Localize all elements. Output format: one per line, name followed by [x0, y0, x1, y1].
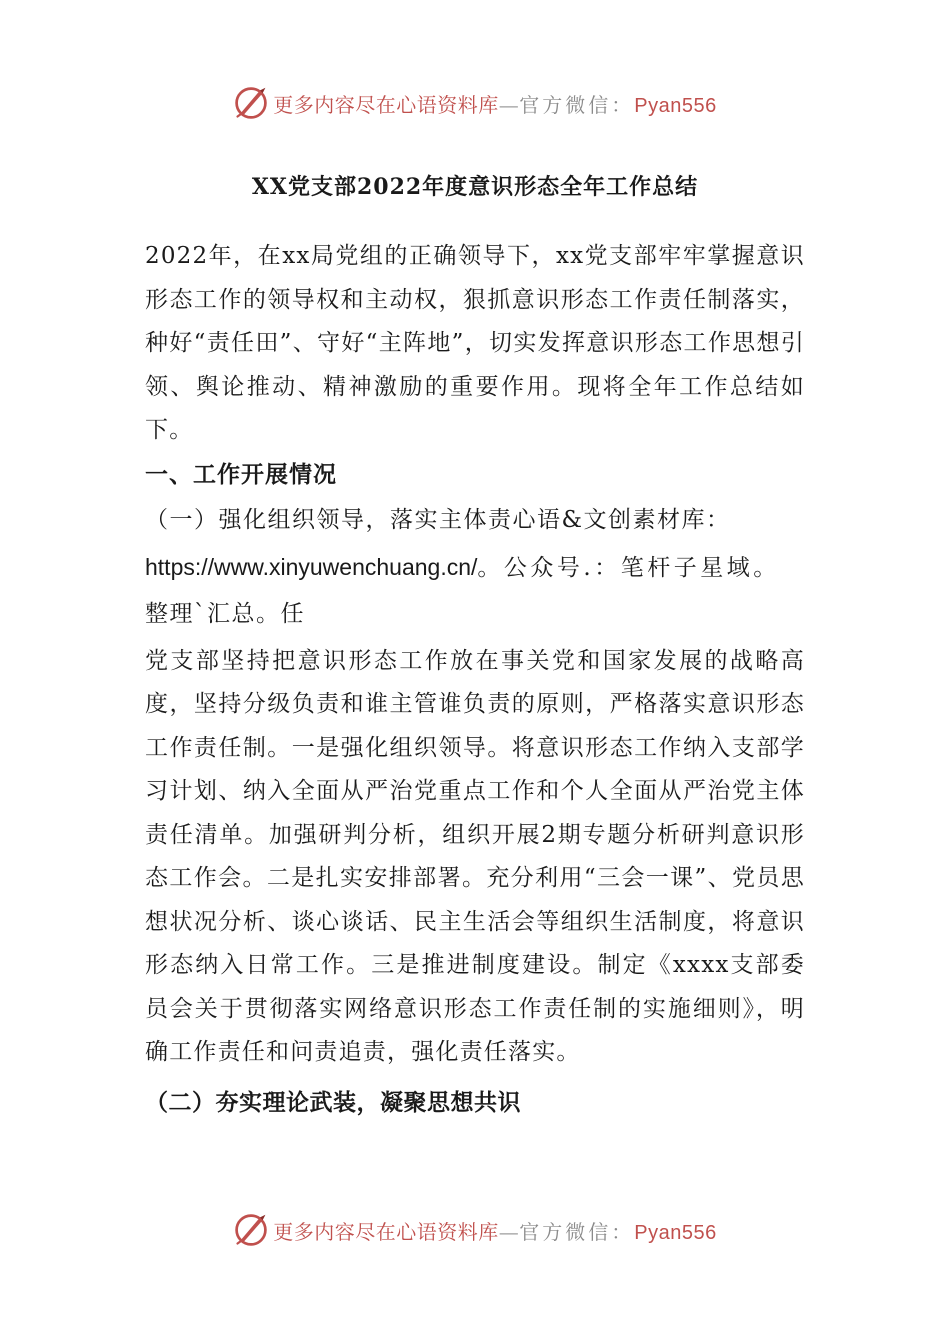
watermark-footer: [0, 1205, 950, 1255]
quill-logo-icon: [233, 85, 269, 121]
intro-paragraph: 2022年，在xx局党组的正确领导下，xx党支部牢牢掌握意识形态工作的领导权和主动权，狠抓意识形态工作责任制落实，种好“责任田”、守好“主阵地”，切实发挥意识形态工作思想引领、舆论推动、精神激励的重要作用。现将全年工作总结如下。: [145, 243, 805, 443]
watermark-site: 更多内容尽在心语资料库: [273, 92, 499, 117]
watermark-text: [273, 1216, 716, 1245]
source-note: 。公众号.：笔杆子星域。: [477, 554, 780, 581]
watermark-official-label: 官方微信：: [519, 92, 635, 117]
section-heading-1: 一、工作开展情况: [145, 460, 337, 488]
watermark-site: 更多内容尽在心语资料库: [273, 1219, 499, 1244]
quill-logo-icon: [233, 1212, 269, 1248]
document-body: [145, 235, 805, 1125]
body-paragraph-1: 党支部坚持把意识形态工作放在事关党和国家发展的战略高度，坚持分级负责和谁主管谁负责的原则，严格落实意识形态工作责任制。一是强化组织领导。将意识形态工作纳入支部学习计划、纳入全面从严治党重点工作和个人全面从严治党主体责任清单。加强研判分析，组织开展2期专题分析研判意识形态工作会。二是扎实安排部署。充分利用“三会一课”、党员思想状况分析、谈心谈话、民主生活会等组织生活制度，将意识形态纳入日常工作。三是推进制度建设。制定《xxxx支部委员会关于贯彻落实网络意识形态工作责任制的实施细则》，明确工作责任和问责追责，强化责任落实。: [145, 647, 805, 1065]
watermark-separator: —: [498, 92, 520, 117]
watermark-wechat-id: Pyan556: [634, 1221, 717, 1244]
compiled-note: 整理`汇总。任: [145, 600, 305, 627]
subsection-heading-2: （二）夯实理论武装，凝聚思想共识: [145, 1088, 521, 1116]
watermark-separator: —: [498, 1219, 520, 1244]
subsection-heading-1: （一）强化组织领导，落实主体责心语&文创素材库：: [145, 506, 731, 533]
source-url-link[interactable]: https://www.xinyuwenchuang.cn/: [145, 553, 478, 580]
document-title: XX党支部2022年度意识形态全年工作总结: [251, 174, 699, 200]
source-line: [145, 543, 805, 592]
watermark-text: [273, 89, 716, 118]
watermark-header: [0, 78, 950, 128]
watermark-official-label: 官方微信：: [519, 1219, 635, 1244]
watermark-wechat-id: Pyan556: [634, 94, 717, 117]
